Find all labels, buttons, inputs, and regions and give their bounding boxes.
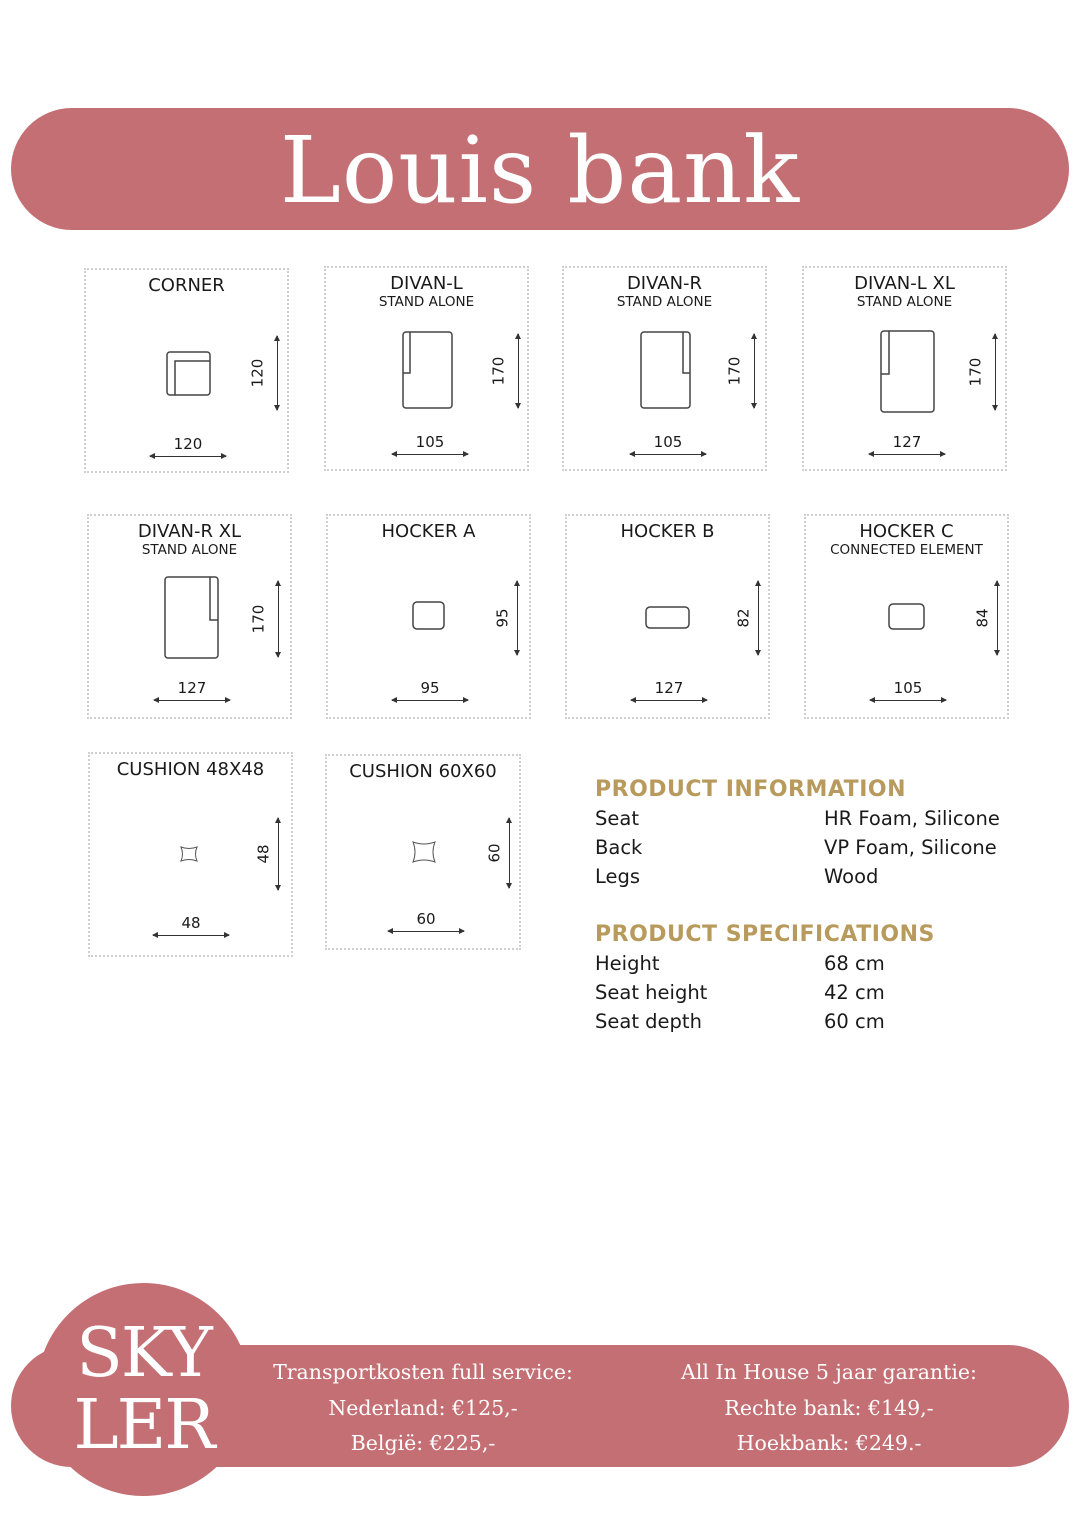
element-card-divan-r-xl [87,514,292,719]
element-card-divan-l [324,266,529,471]
element-name: DIVAN-R [626,273,703,294]
transport-title: Transportkosten full service: [273,1360,573,1384]
page-title: Louis bank [279,117,801,224]
element-card-hocker-c [804,514,1009,719]
hocker-a-diagram [412,601,446,631]
height-dimension: 170 [970,334,996,410]
warranty-corner: Hoekbank: €249.- [736,1431,922,1455]
width-dimension: 105 [630,435,706,455]
element-name: HOCKER A [381,521,476,542]
title-banner [11,108,1069,230]
product-specifications-heading: PRODUCT SPECIFICATIONS [595,922,935,947]
height-dimension: 84 [972,581,998,655]
element-subtitle: CONNECTED ELEMENT [830,542,983,558]
width-dimension: 48 [153,916,229,936]
product-information [595,776,1000,891]
element-name: HOCKER C [859,521,954,542]
height-dimension: 60 [484,818,510,888]
divan-l-diagram [402,331,454,411]
warranty-title: All In House 5 jaar garantie: [681,1360,977,1384]
height-dimension: 120 [252,336,278,410]
spec-row-seat-depth: Seat depth 60 cm [595,1010,885,1033]
divan-r-diagram [640,331,692,411]
element-name: HOCKER B [620,521,715,542]
logo-line-2: LER [73,1386,214,1465]
width-dimension: 105 [392,435,468,455]
element-card-divan-r [562,266,767,471]
element-name: DIVAN-R XL [137,521,242,542]
product-information-heading: PRODUCT INFORMATION [595,777,906,802]
skyler-logo [37,1283,250,1496]
logo-line-1: SKY [76,1314,211,1393]
element-card-cushion-48 [88,752,293,957]
info-row-back: Back VP Foam, Silicone [595,836,997,859]
info-row-legs: Legs Wood [595,865,879,888]
element-subtitle: STAND ALONE [378,294,475,310]
warranty-straight: Rechte bank: €149,- [724,1395,934,1420]
width-dimension: 120 [150,437,226,457]
width-dimension: 127 [154,681,230,701]
element-name: CORNER [148,275,225,296]
element-subtitle: STAND ALONE [616,294,713,310]
element-name: DIVAN-L [390,273,463,294]
transport-be: België: €225,- [350,1431,496,1455]
element-card-corner [84,268,289,473]
spec-row-seat-height: Seat height 42 cm [595,981,885,1004]
height-dimension: 95 [492,581,518,655]
warranty [649,1355,1009,1462]
element-subtitle: STAND ALONE [141,542,238,558]
element-card-divan-l-xl [802,266,1007,471]
divan-r-xl-diagram [164,576,220,660]
height-dimension: 170 [493,334,519,408]
element-name: CUSHION 60X60 [349,761,497,782]
width-dimension: 105 [870,681,946,701]
height-dimension: 48 [253,818,279,890]
spec-row-height: Height 68 cm [595,952,885,975]
cushion-48-diagram [179,845,199,863]
element-card-cushion-60 [325,754,521,950]
width-dimension: 127 [869,435,945,455]
divan-l-xl-diagram [880,330,936,414]
element-subtitle: STAND ALONE [856,294,953,310]
hocker-c-diagram [888,603,926,631]
corner-diagram [166,351,212,397]
element-name: CUSHION 48X48 [116,759,265,780]
height-dimension: 170 [729,334,755,408]
element-name: DIVAN-L XL [854,273,955,294]
transport-costs [243,1355,603,1462]
hocker-b-diagram [645,606,691,630]
height-dimension: 170 [253,581,279,657]
product-specifications [595,921,935,1036]
transport-nl: Nederland: €125,- [328,1395,518,1420]
cushion-60-diagram [411,840,437,864]
width-dimension: 127 [631,681,707,701]
info-row-seat: Seat HR Foam, Silicone [595,807,1000,830]
width-dimension: 60 [388,912,464,932]
height-dimension: 82 [733,581,759,655]
element-card-hocker-b [565,514,770,719]
width-dimension: 95 [392,681,468,701]
element-card-hocker-a [326,514,531,719]
